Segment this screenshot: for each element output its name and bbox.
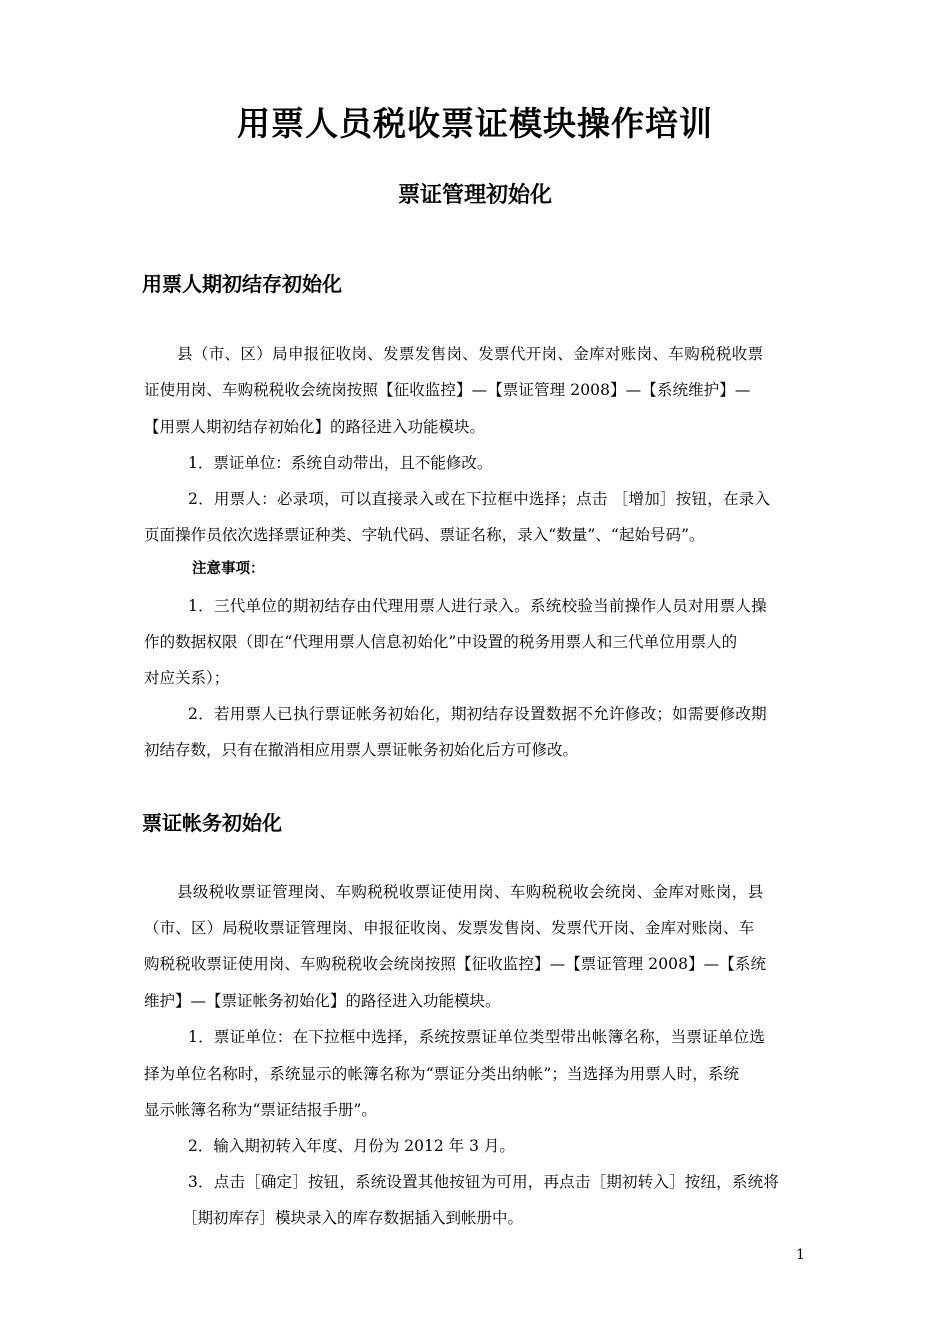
paragraph-line: 作的数据权限（即在“代理用票人信息初始化”中设置的税务用票人和三代单位用票人的: [144, 633, 738, 651]
paragraph-line: 县级税收票证管理岗、车购税税收票证使用岗、车购税税收会统岗、金库对账岗，县: [177, 883, 764, 901]
paragraph-line: （市、区）局税收票证管理岗、申报征收岗、发票发售岗、发票代开岗、金库对账岗、车: [144, 919, 755, 937]
paragraph-line: 【用票人期初结存初始化】的路径进入功能模块。: [144, 418, 486, 436]
paragraph-line: 1．票证单位：系统自动带出，且不能修改。: [188, 454, 493, 472]
paragraph-line: 显示帐簿名称为“票证结报手册”。: [144, 1101, 377, 1119]
paragraph-line: 对应关系）；: [144, 669, 230, 687]
paragraph-line: 择为单位名称时，系统显示的帐簿名称为“票证分类出纳帐”；当选择为用票人时，系统: [144, 1065, 740, 1083]
paragraph-line: 初结存数，只有在撤消相应用票人票证帐务初始化后方可修改。: [144, 741, 579, 759]
paragraph-line: 2．用票人：必录项，可以直接录入或在下拉框中选择；点击 ［增加］按钮，在录入: [188, 490, 771, 508]
paragraph-line: 维护】—【票证帐务初始化】的路径进入功能模块。: [144, 992, 501, 1010]
section-heading-opening-balance: 用票人期初结存初始化: [142, 272, 342, 296]
notes-label: 注意事项：: [192, 560, 265, 577]
paragraph-line: ［期初库存］模块录入的库存数据插入到帐册中。: [182, 1209, 524, 1227]
document-subtitle: 票证管理初始化: [397, 183, 552, 208]
page-number: 1: [796, 1247, 805, 1263]
paragraph-line: 县（市、区）局申报征收岗、发票发售岗、发票代开岗、金库对账岗、车购税税收票: [177, 345, 764, 363]
paragraph-line: 1．三代单位的期初结存由代理用票人进行录入。系统校验当前操作人员对用票人操: [188, 597, 767, 615]
section-heading-account-init: 票证帐务初始化: [142, 811, 282, 835]
paragraph-line: 1．票证单位：在下拉框中选择，系统按票证单位类型带出帐簿名称，当票证单位选: [188, 1028, 766, 1046]
paragraph-line: 购税税收票证使用岗、车购税税收会统岗按照【征收监控】—【票证管理 2008】—【系统: [144, 955, 767, 973]
paragraph-line: 2．输入期初转入年度、月份为 2012 年 3 月。: [188, 1137, 515, 1155]
paragraph-line: 3．点击［确定］按钮，系统设置其他按钮为可用，再点击［期初转入］按纽，系统将: [188, 1173, 779, 1191]
paragraph-line: 页面操作员依次选择票证种类、字轨代码、票证名称，录入“数量”、“起始号码”。: [144, 526, 705, 544]
document-title: 用票人员税收票证模块操作培训: [237, 104, 713, 143]
paragraph-line: 2．若用票人已执行票证帐务初始化，期初结存设置数据不允许修改；如需要修改期: [188, 705, 767, 723]
paragraph-line: 证使用岗、车购税税收会统岗按照【征收监控】—【票证管理 2008】—【系统维护】—: [144, 381, 751, 399]
